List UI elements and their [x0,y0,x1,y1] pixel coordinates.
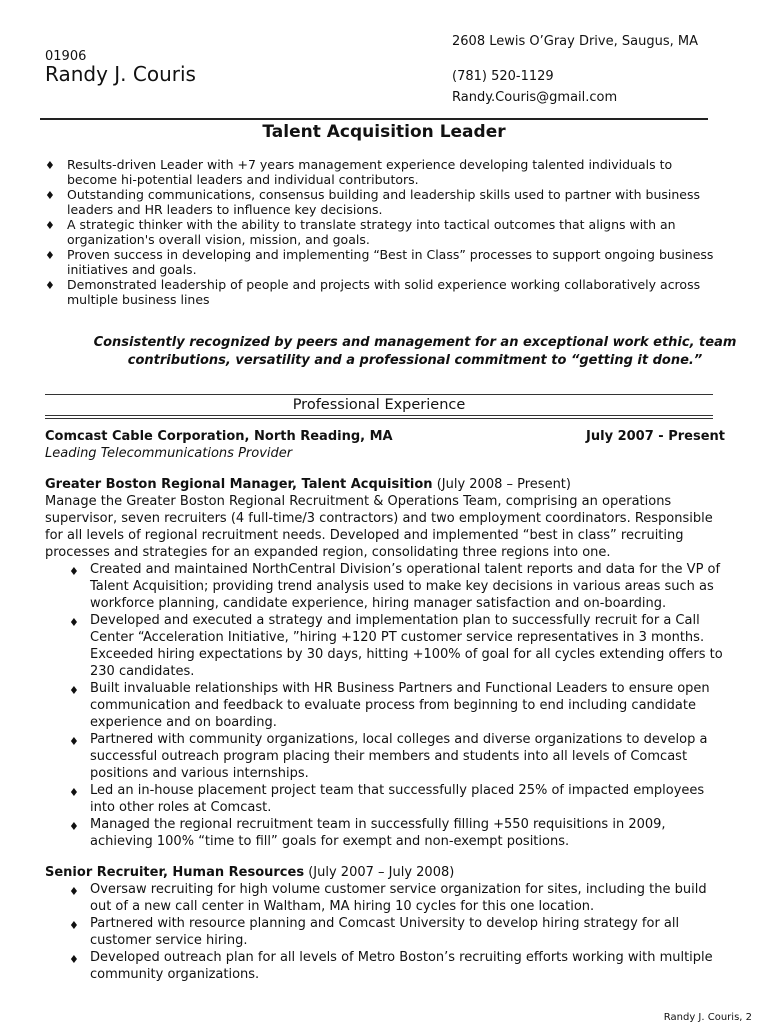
role-title: Greater Boston Regional Manager, Talent Acquisition [45,477,433,492]
phone-number: (781) 520-1129 [452,69,554,84]
role-bullet: ♦ Developed outreach plan for all levels of Metro Boston’s recruiting efforts working with multiple community organizations. [45,949,725,983]
role-bullet: ♦ Created and maintained NorthCentral Division’s operational talent reports and data for the VP of Talent Acquisition; providing trend analysis used to make key decisions in various areas such as workforce planning, candidate experience, hiring manager satisfaction and on-boarding. [45,561,725,612]
summary-item: ♦ Outstanding communications, consensus building and leadership skills used to partner with business leaders and HR leaders to influence key decisions. [45,187,715,217]
role-bullet: ♦ Partnered with resource planning and Comcast University to develop hiring strategy for all customer service hiring. [45,915,725,949]
role-bullet: ♦ Partnered with community organizations, local colleges and diverse organizations to develop a successful outreach program placing their members and students into all levels of Comcast positions and various internships. [45,731,725,782]
role-heading [45,864,725,881]
company-dates: July 2007 - Present [586,429,725,444]
section-rule-bottom-2 [45,418,713,419]
summary-item: ♦ Proven success in developing and implementing “Best in Class” processes to support ongoing business initiatives and goals. [45,247,715,277]
recognition-quote: Consistently recognized by peers and management for an exceptional work ethic, team contributions, versatility and a professional commitment to “getting it done.” [93,335,737,368]
summary-item: ♦ Demonstrated leadership of people and projects with solid experience working collaboratively across multiple business lines [45,277,715,307]
address-line: 2608 Lewis O’Gray Drive, Saugus, MA [452,34,698,49]
email-address: Randy.Couris@gmail.com [452,90,618,105]
header-rule [40,118,708,120]
role-bullets [45,881,725,983]
role-block [45,476,725,850]
role-title: Senior Recruiter, Human Resources [45,865,305,880]
role-bullet: ♦ Led an in-house placement project team that successfully placed 25% of impacted employees into other roles at Comcast. [45,782,725,816]
headline-title: Talent Acquisition Leader [262,122,506,142]
role-description: Manage the Greater Boston Regional Recruitment & Operations Team, comprising an operations supervisor, seven recruiters (4 full-time/3 contractors) and two employment coordinators. Responsible for all levels of regional recruitment needs. Developed and implemented “best in class” recruiting processes and strategies for an expanded region, consolidating three regions into one. [45,494,713,560]
summary-list [45,157,715,307]
zip-code: 01906 [45,49,87,64]
role-heading [45,476,725,493]
summary-item: ♦ A strategic thinker with the ability to translate strategy into tactical outcomes that aligns with an organization's overall vision, mission, and goals. [45,217,715,247]
role-bullet: ♦ Developed and executed a strategy and implementation plan to successfully recruit for a Call Center “Acceleration Initiative, ”hiring +120 PT customer service representatives in 3 months. Exceeded hiring expectations by 30 days, hitting +100% of goal for all cycles extending offers to 230 candidates. [45,612,725,680]
role-block [45,864,725,983]
role-bullets [45,561,725,850]
section-rule-bottom-1 [45,415,713,416]
role-bullet: ♦ Built invaluable relationships with HR Business Partners and Functional Leaders to ensure open communication and feedback to evaluate process from beginning to end including candidate experience and on boarding. [45,680,725,731]
candidate-name: Randy J. Couris [45,62,196,86]
section-title: Professional Experience [292,397,466,413]
role-dates: (July 2007 – July 2008) [304,865,455,880]
page-footer: Randy J. Couris, 2 [663,1012,752,1023]
company-name: Comcast Cable Corporation, North Reading, MA [45,429,393,444]
summary-item: ♦ Results-driven Leader with +7 years management experience developing talented individuals to become hi-potential leaders and individual contributors. [45,157,715,187]
experience-section [45,428,725,983]
company-tagline: Leading Telecommunications Provider [45,446,293,461]
section-rule-top [45,394,713,395]
role-bullet: ♦ Managed the regional recruitment team in successfully filling +550 requisitions in 2009, achieving 100% “time to fill” goals for exempt and non-exempt positions. [45,816,725,850]
role-bullet: ♦ Oversaw recruiting for high volume customer service organization for sites, including the build out of a new call center in Waltham, MA hiring 10 cycles for this one location. [45,881,725,915]
role-dates: (July 2008 – Present) [432,477,571,492]
company-row [45,428,725,445]
